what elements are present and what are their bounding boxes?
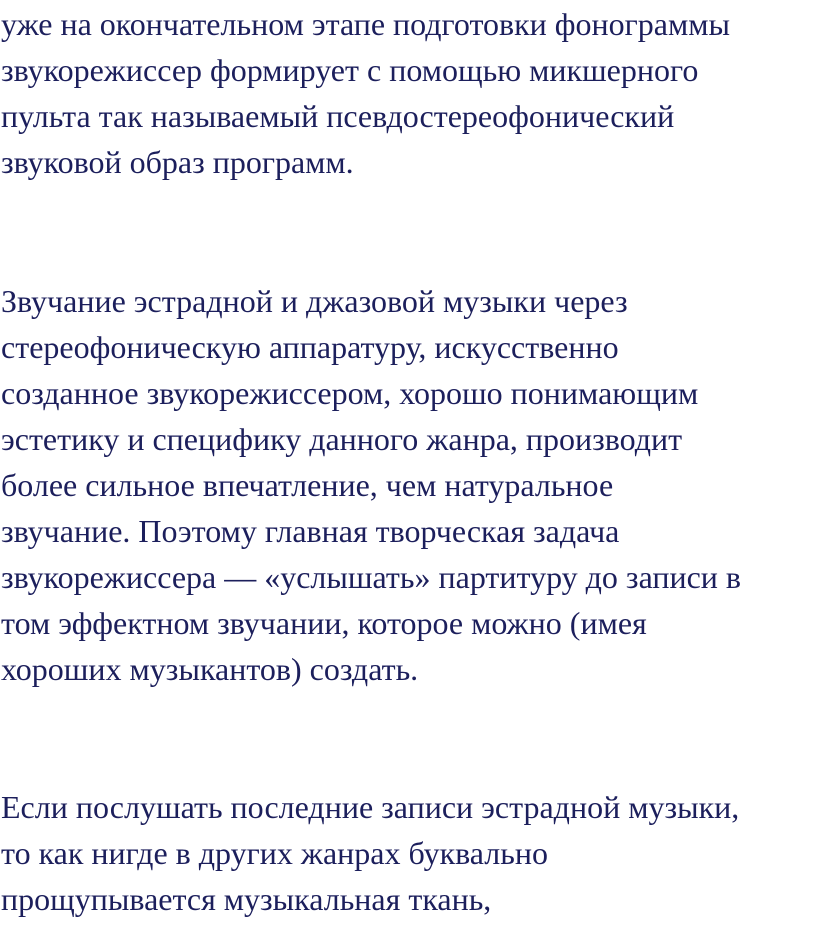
paragraph-3: Если послушать последние записи эстрадной музыки, то как нигде в других жанрах буквально прощупывается музыкальная ткань, (1, 789, 740, 917)
paragraph-2: Звучание эстрадной и джазовой музыки через стереофоническую аппаратуру, искусственно созданное звукорежиссером, хорошо понимающим эстетику и специфику данного жанра, производит более сильное впечатление, чем натуральное звучание. Поэтому главная творческая задача звукорежиссера — «услышать» партитуру до записи в том эффектном звучании, которое можно (имея хороших музыкантов) создать. (1, 283, 742, 687)
paragraph-1: уже на окончательном этапе подготовки фонограммы звукорежиссер формирует с помощью микшерного пульта так называемый псевдостереофонический звуковой образ программ. (1, 6, 730, 180)
